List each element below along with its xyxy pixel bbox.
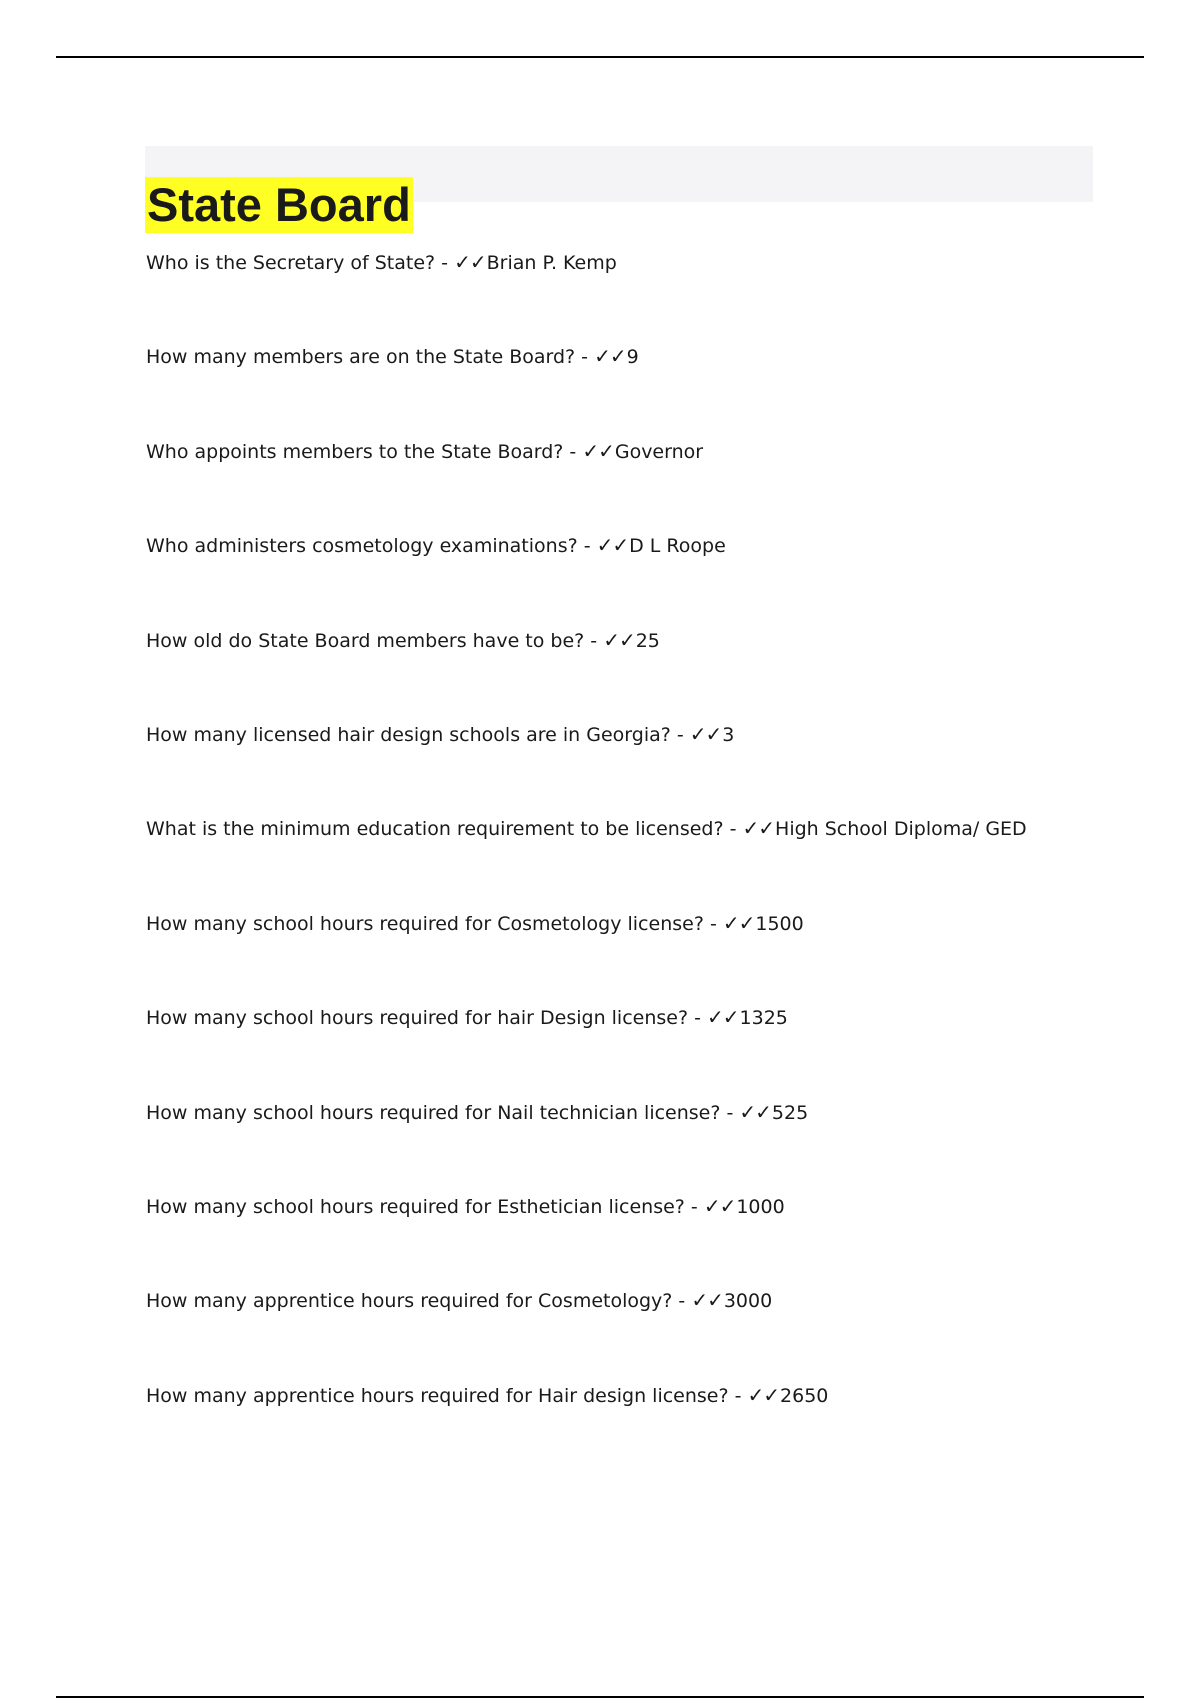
separator: -: [672, 1290, 692, 1312]
answer-text: Governor: [614, 441, 704, 463]
separator: -: [728, 1385, 748, 1407]
double-check-icon: ✓✓: [596, 533, 629, 557]
question-text: How old do State Board members have to be?: [146, 630, 585, 652]
qa-item: [146, 1097, 808, 1127]
qa-item: [146, 908, 804, 938]
question-text: Who is the Secretary of State?: [146, 252, 436, 274]
double-check-icon: ✓✓: [454, 250, 486, 274]
question-text: Who appoints members to the State Board?: [146, 441, 564, 463]
question-text: How many school hours required for Esthetician license?: [146, 1196, 685, 1218]
answer-text: 1500: [755, 913, 804, 935]
answer-text: High School Diploma/ GED: [775, 818, 1027, 840]
double-check-icon: ✓✓: [722, 911, 755, 935]
answer-text: 525: [771, 1102, 809, 1124]
qa-item: [146, 1191, 785, 1221]
question-text: How many apprentice hours required for Hair design license?: [146, 1385, 729, 1407]
qa-item: [146, 719, 734, 749]
question-text: How many apprentice hours required for Cosmetology?: [146, 1290, 673, 1312]
question-text: How many school hours required for hair Design license?: [146, 1007, 689, 1029]
question-text: How many members are on the State Board?: [146, 346, 576, 368]
answer-text: 3: [722, 724, 735, 746]
answer-text: 1325: [739, 1007, 788, 1029]
question-text: How many licensed hair design schools are in Georgia?: [146, 724, 671, 746]
answer-text: 2650: [780, 1385, 829, 1407]
double-check-icon: ✓✓: [707, 1005, 739, 1029]
double-check-icon: ✓✓: [747, 1383, 780, 1407]
separator: -: [723, 818, 743, 840]
bottom-rule: [56, 1696, 1144, 1698]
separator: -: [684, 1196, 704, 1218]
answer-text: 3000: [723, 1290, 773, 1312]
answer-text: 9: [626, 346, 639, 368]
question-text: How many school hours required for Nail technician license?: [146, 1102, 721, 1124]
qa-item: [146, 1285, 772, 1315]
top-rule: [56, 56, 1144, 58]
question-text: What is the minimum education requirement to be licensed?: [146, 818, 724, 840]
qa-item: [146, 436, 703, 466]
page-title: State Board: [147, 178, 411, 232]
qa-item: [146, 1002, 788, 1032]
separator: -: [584, 630, 604, 652]
answer-text: Brian P. Kemp: [486, 252, 617, 274]
double-check-icon: ✓✓: [594, 344, 626, 368]
double-check-icon: ✓✓: [603, 628, 635, 652]
separator: -: [577, 535, 597, 557]
qa-item: [146, 247, 617, 277]
double-check-icon: ✓✓: [582, 439, 614, 463]
answer-text: 25: [635, 630, 660, 652]
question-text: Who administers cosmetology examinations?: [146, 535, 578, 557]
separator: -: [563, 441, 583, 463]
double-check-icon: ✓✓: [742, 816, 775, 840]
answer-text: D L Roope: [629, 535, 726, 557]
separator: -: [703, 913, 723, 935]
qa-item: [146, 1380, 828, 1410]
separator: -: [435, 252, 455, 274]
separator: -: [575, 346, 595, 368]
qa-item: [146, 813, 1027, 843]
separator: -: [670, 724, 690, 746]
double-check-icon: ✓✓: [691, 1288, 723, 1312]
separator: -: [688, 1007, 707, 1029]
double-check-icon: ✓✓: [739, 1100, 771, 1124]
question-text: How many school hours required for Cosmetology license?: [146, 913, 704, 935]
double-check-icon: ✓✓: [703, 1194, 736, 1218]
double-check-icon: ✓✓: [689, 722, 722, 746]
qa-item: [146, 625, 660, 655]
qa-item: [146, 530, 726, 560]
separator: -: [720, 1102, 740, 1124]
qa-item: [146, 341, 639, 371]
answer-text: 1000: [736, 1196, 785, 1218]
